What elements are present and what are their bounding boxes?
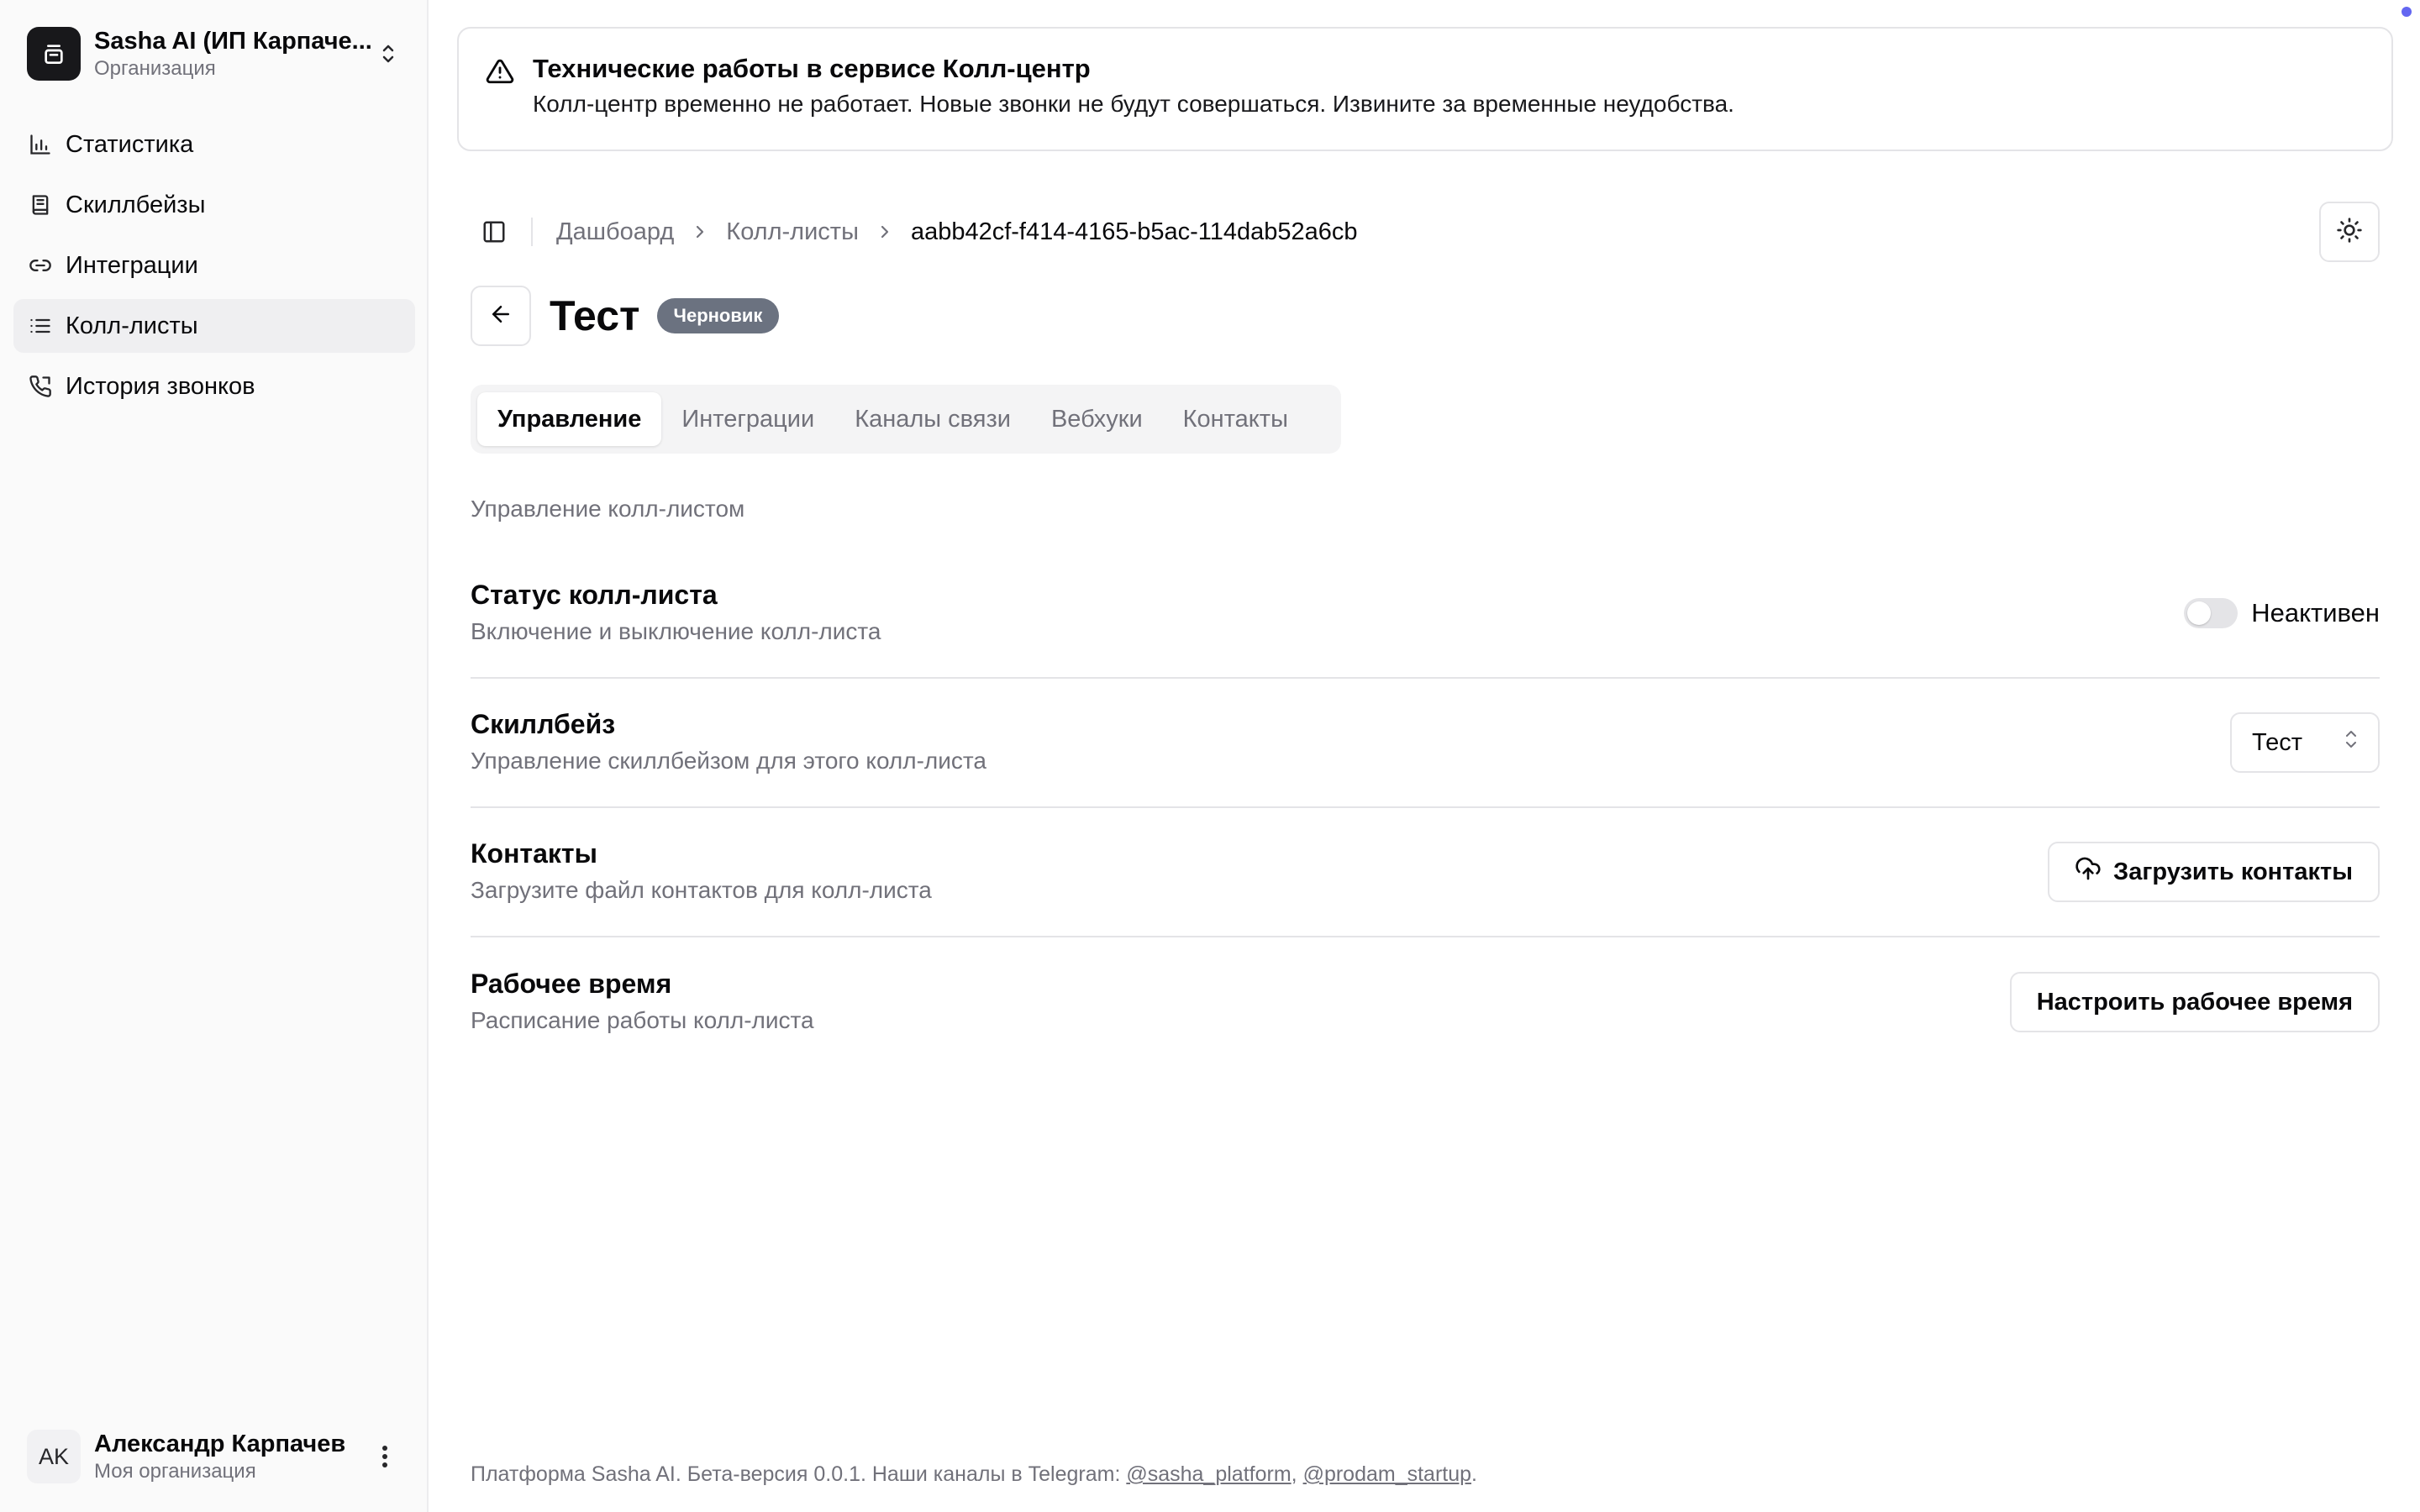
sidebar-item-label: История звонков [66,372,255,400]
setting-row-skillbase [471,679,2380,808]
sidebar-item-integrations[interactable] [13,239,415,292]
tabs [471,385,1341,454]
sidebar [0,0,429,1512]
tab-webhooks[interactable]: Вебхуки [1050,406,1143,433]
footer-end: . [1471,1462,1477,1486]
more-vertical-icon[interactable] [368,1436,402,1477]
sidebar-item-label: Статистика [66,130,194,158]
phone-icon [27,373,54,400]
setting-title: Статус колл-листа [471,580,718,610]
breadcrumb [469,198,2402,265]
sidebar-item-call-history[interactable] [13,360,415,413]
setting-description: Управление скиллбейзом для этого колл-листа [471,748,986,774]
warning-triangle-icon [486,57,514,90]
alert-title: Технические работы в сервисе Колл-центр [533,54,1091,83]
setting-row-contacts [471,808,2380,937]
cloud-upload-icon [2075,855,2113,889]
sidebar-item-label: Скиллбейзы [66,191,206,218]
sidebar-item-label: Интеграции [66,251,198,279]
org-name: Sasha AI (ИП Карпаче... [94,28,372,55]
chevron-right-icon [877,223,892,241]
notification-dot [2402,7,2412,17]
sidebar-item-statistics[interactable] [13,118,415,171]
divider [531,218,533,246]
chevrons-up-down-icon [2343,727,2360,758]
setting-title: Контакты [471,838,597,869]
user-org: Моя организация [94,1460,256,1483]
arrow-left-icon [488,302,513,331]
sidebar-nav [13,118,415,420]
button-label: Загрузить контакты [2113,858,2353,885]
status-badge: Черновик [657,298,780,333]
book-icon [27,192,54,218]
setting-description: Расписание работы колл-листа [471,1007,814,1033]
select-value: Тест [2252,728,2302,756]
footer [471,1462,1477,1487]
link-icon [27,252,54,279]
org-logo-icon [27,27,81,81]
telegram-link-platform[interactable]: @sasha_platform [1126,1462,1292,1486]
status-label: Неактивен [2251,598,2380,627]
theme-toggle-button[interactable] [2319,202,2380,262]
page-header [471,286,779,346]
settings-list [471,549,2380,1067]
tab-contacts[interactable]: Контакты [1182,406,1288,433]
org-sub: Организация [94,57,216,80]
org-switcher[interactable] [13,20,415,87]
chevron-right-icon [692,223,708,241]
sidebar-item-skillbases[interactable] [13,178,415,232]
upload-contacts-button[interactable] [2048,842,2380,902]
tab-integrations[interactable]: Интеграции [681,406,815,433]
setting-title: Скиллбейз [471,709,616,739]
breadcrumb-call-lists[interactable]: Колл-листы [726,218,859,245]
footer-text: Платформа Sasha AI. Бета-версия 0.0.1. Наши каналы в Telegram: [471,1462,1121,1486]
tab-management[interactable]: Управление [477,392,661,446]
sidebar-item-call-lists[interactable] [13,299,415,353]
configure-worktime-button[interactable]: Настроить рабочее время [2010,972,2380,1032]
setting-row-worktime [471,937,2380,1067]
list-icon [27,312,54,339]
back-button[interactable] [471,286,531,346]
sidebar-toggle-icon[interactable] [469,207,519,257]
section-label: Управление колл-листом [471,496,745,522]
user-name: Александр Карпачев [94,1431,346,1457]
alert-description: Колл-центр временно не работает. Новые звонки не будут совершаться. Извините за временные неудобства. [533,91,1734,117]
sidebar-item-label: Колл-листы [66,312,198,339]
setting-title: Рабочее время [471,969,672,999]
chevrons-up-down-icon [375,37,402,71]
footer-separator: , [1291,1462,1297,1486]
user-menu[interactable] [13,1418,415,1495]
setting-row-status [471,549,2380,679]
telegram-link-startup[interactable]: @prodam_startup [1302,1462,1472,1486]
skillbase-select[interactable] [2230,712,2380,773]
breadcrumb-dashboard[interactable]: Дашбоард [556,218,675,245]
breadcrumb-current: aabb42cf-f414-4165-b5ac-114dab52a6cb [910,218,1358,245]
avatar: AK [27,1430,81,1483]
status-toggle[interactable] [2184,598,2238,628]
sun-icon [2336,217,2363,248]
bar-chart-icon [27,131,54,158]
setting-description: Включение и выключение колл-листа [471,618,881,644]
main-content [429,0,2420,1512]
tab-channels[interactable]: Каналы связи [855,406,1011,433]
maintenance-alert [457,27,2393,151]
page-title: Тест [550,292,640,339]
setting-description: Загрузите файл контактов для колл-листа [471,877,932,903]
